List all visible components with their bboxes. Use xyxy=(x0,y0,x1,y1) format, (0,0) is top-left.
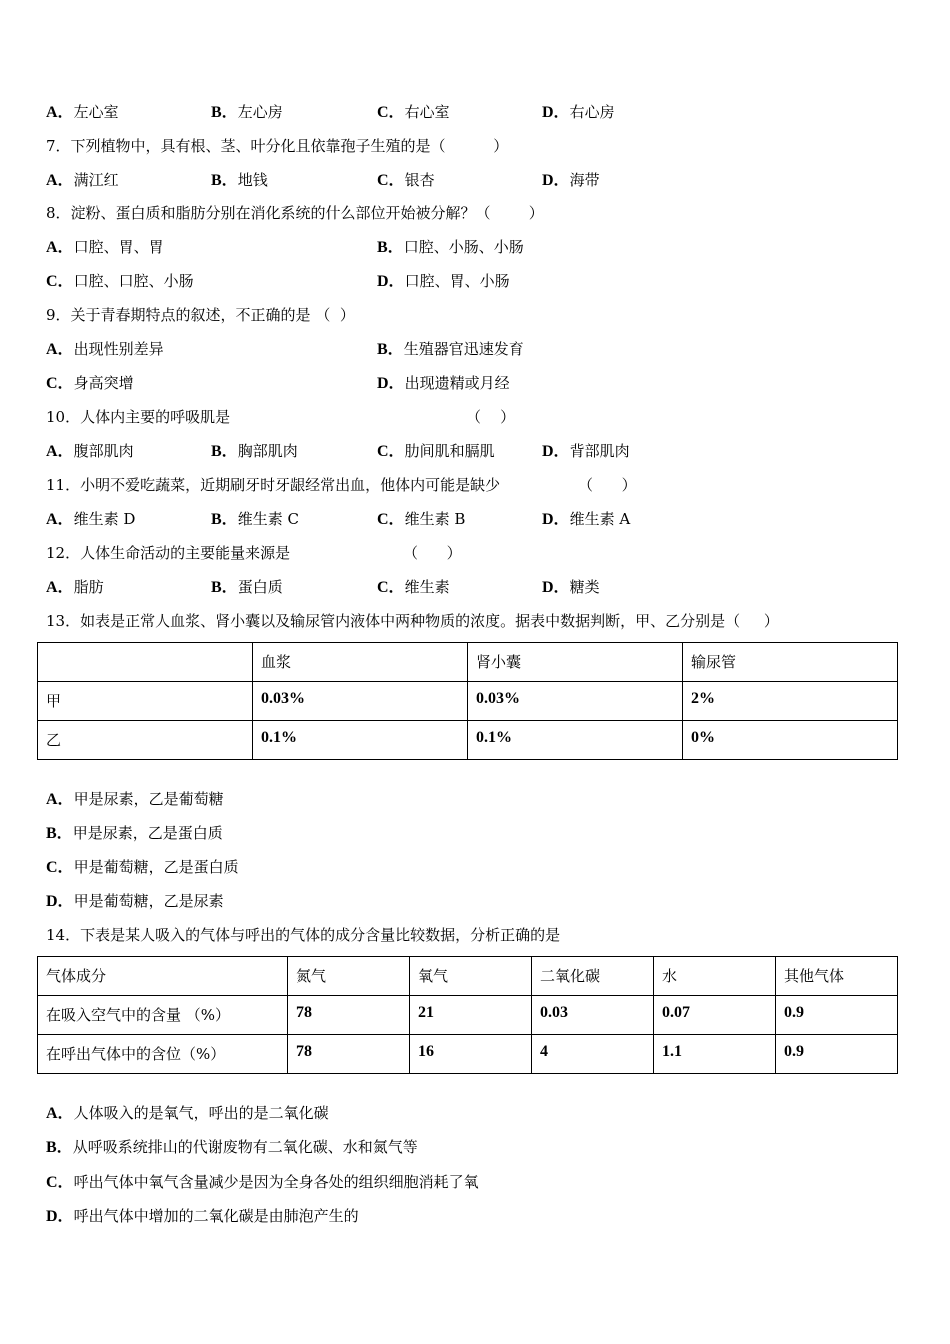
q14-option-d: D．呼出气体中增加的二氧化碳是由肺泡产生的 xyxy=(46,1207,359,1225)
table-cell: 氮气 xyxy=(288,957,410,996)
table-row xyxy=(38,721,898,760)
q10-answer-paren: （ ） xyxy=(466,408,516,426)
table-cell: 0.07 xyxy=(654,996,776,1035)
table-cell: 肾小囊 xyxy=(468,643,683,682)
table-row xyxy=(38,1035,898,1074)
q13-option-c: C．甲是葡萄糖，乙是蛋白质 xyxy=(46,858,239,876)
q12-option-d: D．糖类 xyxy=(542,578,600,596)
q6-option-b: B．左心房 xyxy=(211,103,283,121)
table-cell: 气体成分 xyxy=(38,957,288,996)
table-cell: 0.1% xyxy=(253,721,468,760)
q8-stem: 8．淀粉、蛋白质和脂肪分别在消化系统的什么部位开始被分解？（ ） xyxy=(46,204,544,222)
q12-option-a: A．脂肪 xyxy=(46,578,104,596)
q9-option-c: C．身高突增 xyxy=(46,374,134,392)
q13-option-a: A．甲是尿素，乙是葡萄糖 xyxy=(46,790,224,808)
q14-option-a: A．人体吸入的是氧气，呼出的是二氧化碳 xyxy=(46,1104,329,1122)
q13-option-d: D．甲是葡萄糖，乙是尿素 xyxy=(46,892,224,910)
q7-option-d: D．海带 xyxy=(542,171,600,189)
q14-table xyxy=(37,956,898,1074)
q8-option-a: A．口腔、胃、胃 xyxy=(46,238,164,256)
q10-option-b: B．胸部肌肉 xyxy=(211,442,298,460)
table-cell: 0.1% xyxy=(468,721,683,760)
q12-option-c: C．维生素 xyxy=(377,578,450,596)
table-cell: 78 xyxy=(288,996,410,1035)
q10-option-d: D．背部肌肉 xyxy=(542,442,630,460)
table-cell: 0% xyxy=(683,721,898,760)
q11-stem: 11．小明不爱吃蔬菜，近期刷牙时牙龈经常出血，他体内可能是缺少 xyxy=(46,476,501,494)
q12-option-b: B．蛋白质 xyxy=(211,578,283,596)
table-cell: 0.9 xyxy=(776,996,898,1035)
q9-option-b: B．生殖器官迅速发育 xyxy=(377,340,524,358)
table-cell: 21 xyxy=(410,996,532,1035)
q11-option-d: D．维生素 A xyxy=(542,510,631,528)
q6-option-d: D．右心房 xyxy=(542,103,615,121)
table-row xyxy=(38,682,898,721)
q8-option-b: B．口腔、小肠、小肠 xyxy=(377,238,524,256)
table-cell: 输尿管 xyxy=(683,643,898,682)
table-cell: 氧气 xyxy=(410,957,532,996)
q6-option-c: C．右心室 xyxy=(377,103,450,121)
q9-option-a: A．出现性别差异 xyxy=(46,340,164,358)
table-cell: 血浆 xyxy=(253,643,468,682)
q14-stem: 14．下表是某人吸入的气体与呼出的气体的成分含量比较数据，分析正确的是 xyxy=(46,926,561,944)
table-cell xyxy=(38,643,253,682)
q11-answer-paren: （ ） xyxy=(578,476,637,494)
table-cell: 在呼出气体中的含位（%） xyxy=(38,1035,288,1074)
table-cell: 二氧化碳 xyxy=(532,957,654,996)
table-cell: 2% xyxy=(683,682,898,721)
q13-stem: 13．如表是正常人血浆、肾小囊以及输尿管内液体中两种物质的浓度。据表中数据判断，甲、乙分别是（ ） xyxy=(46,612,779,630)
q10-stem: 10．人体内主要的呼吸肌是 xyxy=(46,408,231,426)
table-cell: 0.03% xyxy=(468,682,683,721)
table-header-row xyxy=(38,643,898,682)
table-cell: 水 xyxy=(654,957,776,996)
table-cell: 16 xyxy=(410,1035,532,1074)
q12-answer-paren: （ ） xyxy=(403,544,462,562)
table-cell: 甲 xyxy=(38,682,253,721)
q9-stem: 9．关于青春期特点的叙述，不正确的是 （ ） xyxy=(46,306,355,324)
q7-option-b: B．地钱 xyxy=(211,171,268,189)
q14-option-b: B．从呼吸系统排山的代谢废物有二氧化碳、水和氮气等 xyxy=(46,1138,418,1156)
q14-option-c: C．呼出气体中氧气含量减少是因为全身各处的组织细胞消耗了氧 xyxy=(46,1173,479,1191)
table-cell: 在吸入空气中的含量 （%） xyxy=(38,996,288,1035)
q10-option-c: C．肋间肌和膈肌 xyxy=(377,442,495,460)
table-cell: 0.03 xyxy=(532,996,654,1035)
q11-option-b: B．维生素 C xyxy=(211,510,299,528)
table-row xyxy=(38,996,898,1035)
table-cell: 0.03% xyxy=(253,682,468,721)
table-cell: 乙 xyxy=(38,721,253,760)
q12-stem: 12．人体生命活动的主要能量来源是 xyxy=(46,544,291,562)
q11-option-a: A．维生素 D xyxy=(46,510,136,528)
table-cell: 0.9 xyxy=(776,1035,898,1074)
table-cell: 其他气体 xyxy=(776,957,898,996)
table-cell: 78 xyxy=(288,1035,410,1074)
q8-option-d: D．口腔、胃、小肠 xyxy=(377,272,510,290)
q7-option-c: C．银杏 xyxy=(377,171,435,189)
q13-option-b: B．甲是尿素，乙是蛋白质 xyxy=(46,824,223,842)
q7-option-a: A．满江红 xyxy=(46,171,119,189)
q10-option-a: A．腹部肌肉 xyxy=(46,442,134,460)
q7-stem: 7．下列植物中，具有根、茎、叶分化且依靠孢子生殖的是（ ） xyxy=(46,137,509,155)
table-cell: 1.1 xyxy=(654,1035,776,1074)
q11-option-c: C．维生素 B xyxy=(377,510,466,528)
table-header-row xyxy=(38,957,898,996)
q9-option-d: D．出现遗精或月经 xyxy=(377,374,510,392)
q8-option-c: C．口腔、口腔、小肠 xyxy=(46,272,194,290)
q6-option-a: A．左心室 xyxy=(46,103,119,121)
q13-table xyxy=(37,642,898,760)
table-cell: 4 xyxy=(532,1035,654,1074)
